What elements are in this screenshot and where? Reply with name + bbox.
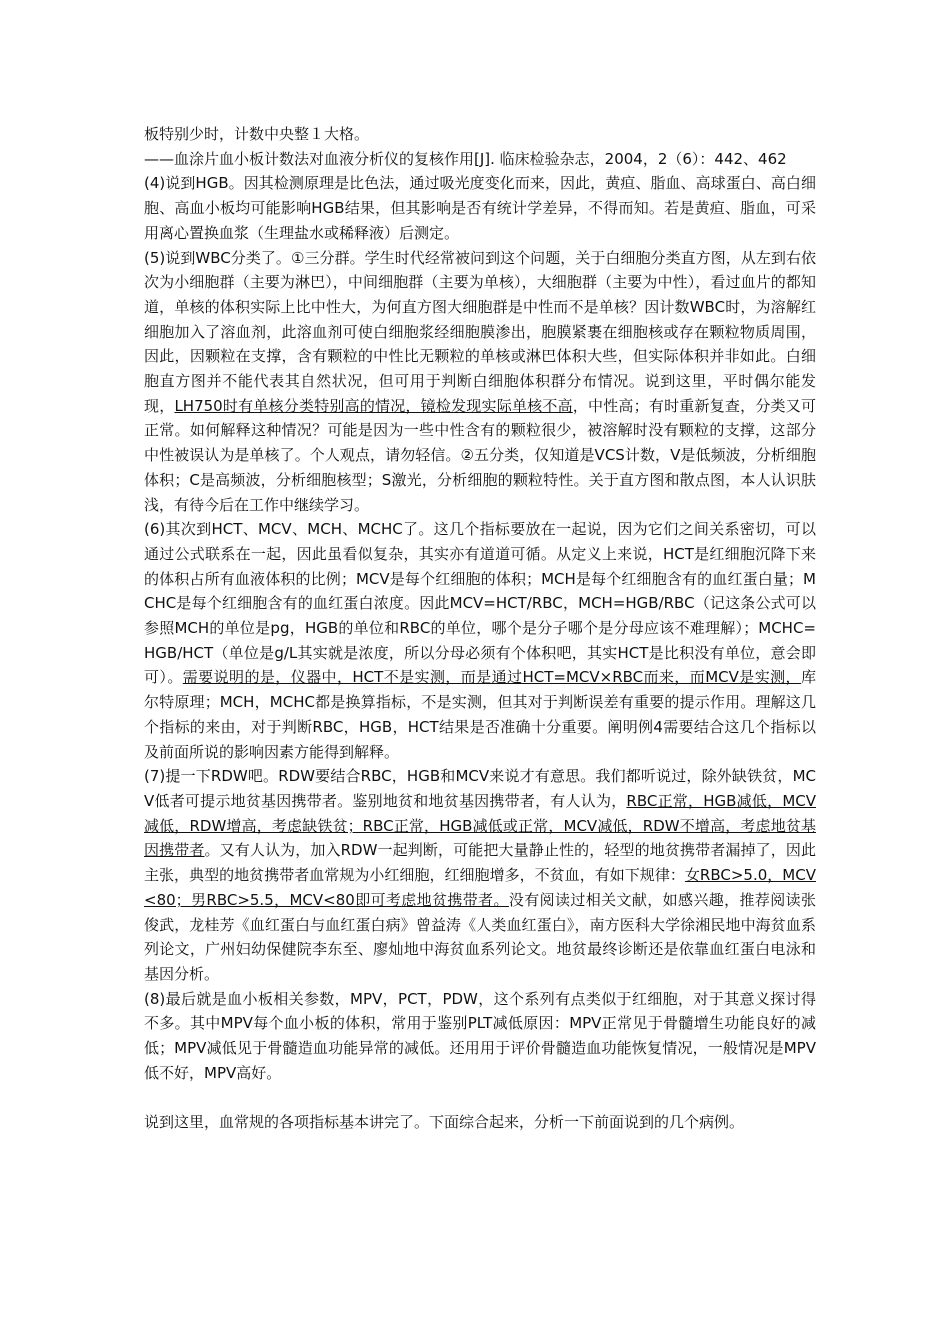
hct-text-b: 库尔特原理；MCH，MCHC都是换算指标，不是实测，但其对于判断误差有重要的提示作用。理解这几个指标的来由，对于判断RBC，HGB，HCT结果是否准确十分重要。阐明例4需要结合这几个指标以及前面所说的影响因素方能得到解释。 — [144, 668, 816, 761]
paragraph-hct — [144, 517, 816, 764]
paragraph-hgb: (4)说到HGB。因其检测原理是比色法，通过吸光度变化而来，因此，黄疸、脂血、高球蛋白、高白细胞、高血小板均可能影响HGB结果，但其影响是否有统计学差异，不得而知。若是黄疸、脂血，可采用离心置换血浆（生理盐水或稀释液）后测定。 — [144, 174, 816, 242]
wbc-text-b: ，中性高；有时重新复查，分类又可正常。如何解释这种情况？可能是因为一些中性含有的颗粒很少，被溶解时没有颗粒的支撑，这部分中性被误认为是单核了。个人观点，请勿轻信。②五分类，仅知道是VCS计数，V是低频波，分析细胞体积；C是高频波，分析细胞核型；S激光，分析细胞的颗粒特性。关于直方图和散点图，本人认识肤浅，有待今后在工作中继续学习。 — [144, 396, 816, 514]
rdw-text-b: 。又有人认为，加入RDW一起判断，可能把大量静止性的，轻型的地贫携带者漏掉了，因此主张，典型的地贫携带者血常规为小红细胞，红细胞增多，不贫血，有如下规律： — [144, 841, 816, 885]
paragraph-wbc — [144, 246, 816, 518]
wbc-text-a: (5)说到WBC分类了。①三分群。学生时代经常被问到这个问题，关于白细胞分类直方图，从左到右依次为小细胞群（主要为淋巴），中间细胞群（主要为单核），大细胞群（主要为中性），看过血片的都知道，单核的体积实际上比中性大，为何直方图大细胞群是中性而不是单核？因计数WBC时，为溶解红细胞加入了溶血剂，此溶血剂可使白细胞浆经细胞膜渗出，胞膜紧裹在细胞核或存在颗粒物质周围，因此，因颗粒在支撑，含有颗粒的中性比无颗粒的单核或淋巴体积大些，但实际体积并非如此。白细胞直方图并不能代表其自然状况，但可用于判断白细胞体积群分布情况。说到这里，平时偶尔能发现， — [144, 248, 816, 415]
document-body — [144, 122, 816, 1135]
rdw-text-c: 没有阅读过相关文献，如感兴趣，推荐阅读张俊武，龙桂芳《血红蛋白与血红蛋白病》曾益涛《人类血红蛋白》，南方医科大学徐湘民地中海贫血系列论文，广州妇幼保健院李东至、廖灿地中海贫血系列论文。地贫最终诊断还是依靠血红蛋白电泳和基因分析。 — [144, 890, 816, 983]
paragraph-fragment: 板特别少时，计数中央整１大格。 — [144, 125, 370, 143]
hct-underlined-text: 需要说明的是，仪器中，HCT不是实测，而是通过HCT=MCV×RBC而来，而MCV是实测， — [182, 668, 801, 687]
rdw-text-a: (7)提一下RDW吧。RDW要结合RBC，HGB和MCV来说才有意思。我们都听说过，除外缺铁贫，MCV低者可提示地贫基因携带者。鉴别地贫和地贫基因携带者，有人认为， — [144, 767, 816, 810]
rdw-underlined-text-2: 女RBC>5.0，MCV<80；男RBC>5.5，MCV<80即可考虑地贫携带者。 — [144, 866, 816, 909]
wbc-underlined-text: LH750时有单核分类特别高的情况，镜检发现实际单核不高 — [174, 396, 573, 415]
paragraph-rdw — [144, 764, 816, 986]
paragraph-reference: ——血涂片血小板计数法对血液分析仪的复核作用[J]. 临床检验杂志，2004，2（6）：442、462 — [144, 149, 787, 168]
paragraph-mpv: (8)最后就是血小板相关参数，MPV，PCT，PDW，这个系列有点类似于红细胞，对于其意义探讨得不多。其中MPV每个血小板的体积，常用于鉴别PLT减低原因：MPV正常见于骨髓增生功能良好的减低；MPV减低见于骨髓造血功能异常的减低。还用用于评价骨髓造血功能恢复情况，一般情况是MPV低不好，MPV高好。 — [144, 989, 816, 1082]
hct-text-a: (6)其次到HCT、MCV、MCH、MCHC了。这几个指标要放在一起说，因为它们之间关系密切，可以通过公式联系在一起，因此虽看似复杂，其实亦有道道可循。从定义上来说，HCT是红细胞沉降下来的体积占所有血液体积的比例；MCV是每个红细胞的体积；MCH是每个红细胞含有的血红蛋白量；MCHC是每个红细胞含有的血红蛋白浓度。因此MCV=HCT/RBC，MCH=HGB/RBC（记这条公式可以参照MCH的单位是pg，HGB的单位和RBC的单位，哪个是分子哪个是分母应该不难理解）；MCHC=HGB/HCT（单位是g/L其实就是浓度，所以分母必须有个体积吧，其实HCT是比积没有单位，意会即可）。 — [144, 520, 816, 687]
rdw-underlined-text-1: RBC正常，HGB减低，MCV减低，RDW增高，考虑缺铁贫；RBC正常，HGB减低或正常，MCV减低，RDW不增高，考虑地贫基因携带者 — [144, 791, 817, 860]
paragraph-closing: 说到这里，血常规的各项指标基本讲完了。下面综合起来，分析一下前面说到的几个病例。 — [144, 1113, 745, 1132]
